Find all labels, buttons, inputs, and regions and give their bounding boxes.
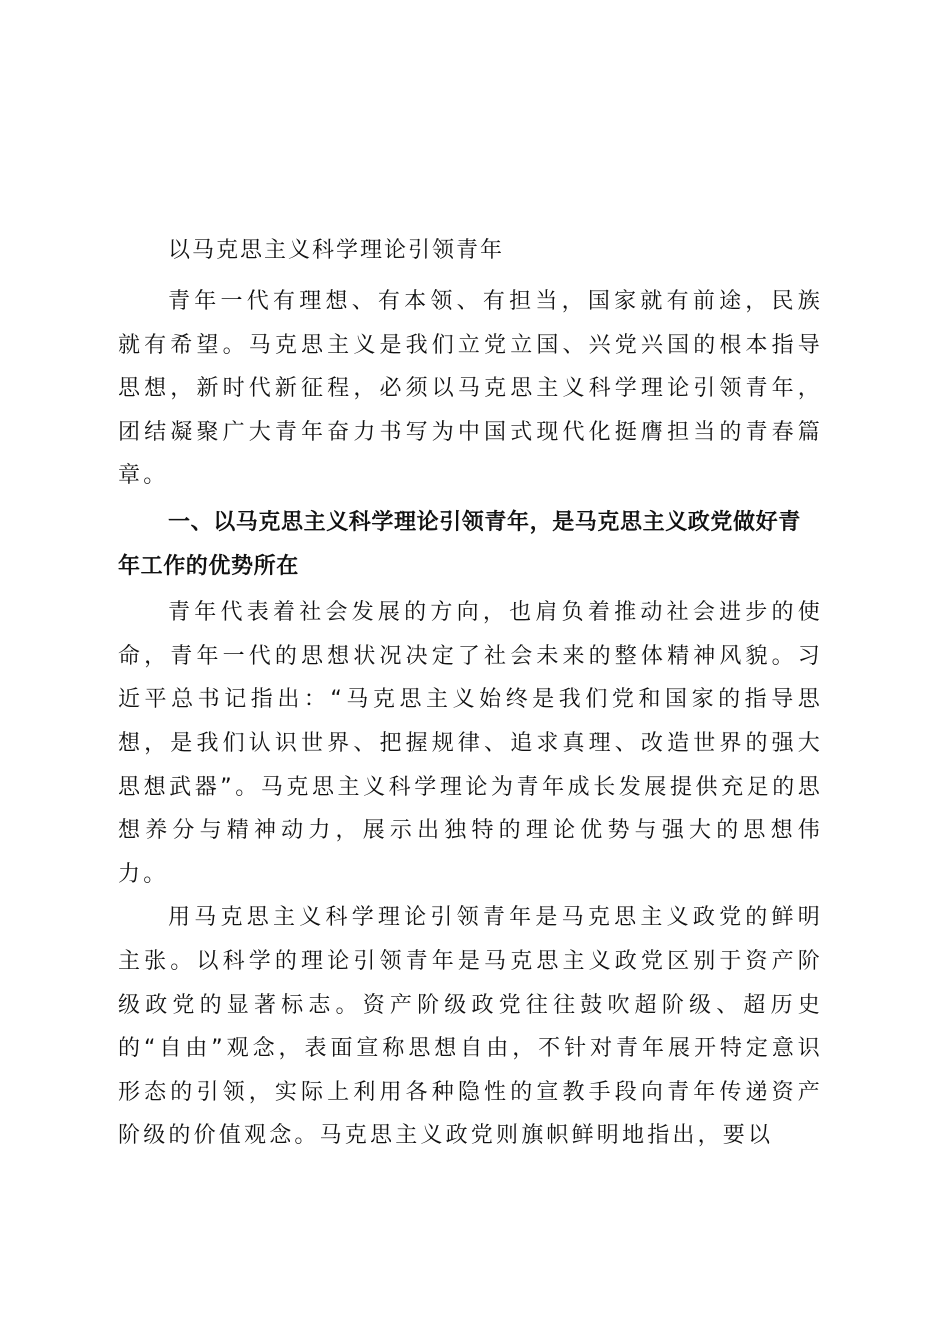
document-title: 以马克思主义科学理论引领青年 (168, 238, 505, 263)
section-heading: 一、以马克思主义科学理论引领青年，是马克思主义政党做好青年工作的优势所在 (118, 509, 801, 579)
body-paragraph: 青年代表着社会发展的方向，也肩负着推动社会进步的使命，青年一代的思想状况决定了社会未来的整体精神风貌。习近平总书记指出：“马克思主义始终是我们党和国家的指导思想，是我们认识世界、把握规律、追求真理、改造世界的强大思想武器”。马克思主义科学理论为青年成长发展提供充足的思想养分与精神动力，展示出独特的理论优势与强大的思想伟力。 (118, 600, 823, 887)
document-page (118, 228, 823, 1158)
intro-paragraph: 青年一代有理想、有本领、有担当，国家就有前途，民族就有希望。马克思主义是我们立党立国、兴党兴国的根本指导思想，新时代新征程，必须以马克思主义科学理论引领青年，团结凝聚广大青年奋力书写为中国式现代化挺膺担当的青春篇章。 (118, 289, 823, 489)
body-paragraph: 用马克思主义科学理论引领青年是马克思主义政党的鲜明主张。以科学的理论引领青年是马克思主义政党区别于资产阶级政党的显著标志。资产阶级政党往往鼓吹超阶级、超历史的“自由”观念，表面宣称思想自由，不针对青年展开特定意识形态的引领，实际上利用各种隐性的宣教手段向青年传递资产阶级的价值观念。马克思主义政党则旗帜鲜明地指出，要以 (118, 905, 823, 1149)
